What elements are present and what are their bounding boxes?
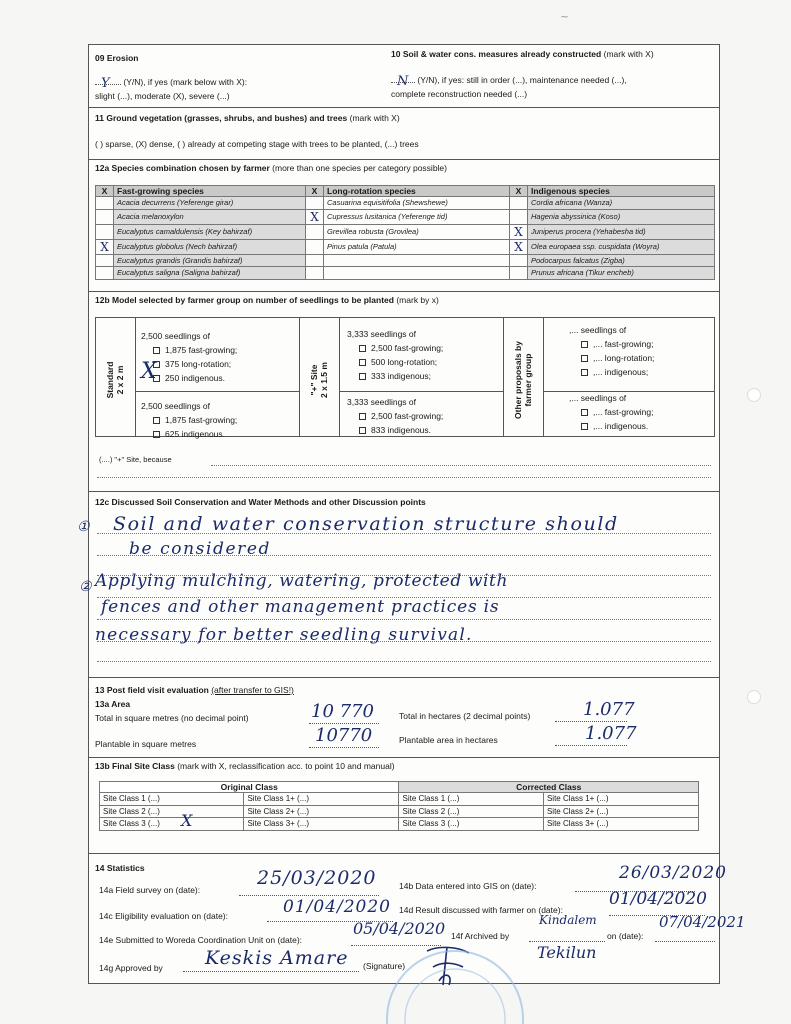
soil-water-answer[interactable]: N: [397, 74, 409, 89]
species-row: [96, 267, 715, 280]
site-class-heading: 13b Final Site Class (mark with X, reclassification acc. to point 10 and manual): [95, 761, 395, 771]
erosion-line1: Y (Y/N), if yes (mark below with X):: [95, 77, 247, 87]
site-class-table: Original Class Corrected Class Site Class 1 (...) Site Class 1+ (...) Site Class 1 (...) Site Class 1+ (...) Site Class 2 (...) Site Class 2+ (...) Site Class 2 (...) Site Class 2+ (...) Site Class 3 (...) Site Class 3+ (...) Site Class 3 (...) Site Class 3+ (...): [99, 781, 699, 831]
stat-14f-date[interactable]: 07/04/2021: [659, 913, 746, 931]
site-class-mark: X: [181, 811, 193, 830]
stat-14d-value[interactable]: 01/04/2020: [609, 889, 707, 909]
standard-option-mark: X: [141, 359, 157, 384]
indigenous-species-mark[interactable]: [510, 254, 528, 267]
long-species-mark[interactable]: [306, 197, 324, 210]
stat-14d-label: 14d Result discussed with farmer on (date):: [399, 905, 563, 915]
plantable-ha-label: Plantable area in hectares: [399, 735, 498, 745]
species-row: [96, 209, 715, 224]
discussion-point-1a: Soil and water conservation structure should: [113, 513, 619, 535]
discussion-point-1b: be considered: [129, 539, 272, 559]
fast-species-name: Acacia decurrens (Yeferenge girar): [114, 197, 306, 210]
fast-species-mark[interactable]: [96, 197, 114, 210]
fast-species-name: Eucalyptus globolus (Nech bahirzaf): [114, 239, 306, 254]
long-species-name: [324, 254, 510, 267]
long-species-mark[interactable]: X: [306, 209, 324, 224]
discussion-point-2b: fences and other management practices is: [101, 597, 500, 617]
indigenous-species-name: Prunus africana (Tikur encheb): [528, 267, 715, 280]
divider: [89, 757, 719, 758]
site-class-option[interactable]: Site Class 3 (...): [100, 818, 244, 831]
erosion-line2: slight (...), moderate (X), severe (...): [95, 91, 230, 101]
standard-label: Standard 2 x 2 m: [105, 361, 125, 399]
model-heading: 12b Model selected by farmer group on number of seedlings to be planted (mark by x): [95, 295, 439, 305]
indigenous-species-name: Olea europaea ssp. cuspidata (Woyra): [528, 239, 715, 254]
ground-veg-heading: 11 Ground vegetation (grasses, shrubs, and bushes) and trees (mark with X): [95, 113, 400, 123]
fast-species-mark[interactable]: [96, 267, 114, 280]
fast-species-mark[interactable]: [96, 209, 114, 224]
total-ha-value[interactable]: 1.077: [583, 699, 635, 720]
plantable-sqm-label: Plantable in square metres: [95, 739, 197, 749]
ground-veg-line: ( ) sparse, (X) dense, ( ) already at competing stage with trees to be planted, (...) trees: [95, 139, 419, 149]
divider: [89, 159, 719, 160]
indigenous-species-name: Hagenia abyssinica (Koso): [528, 209, 715, 224]
stat-14b-label: 14b Data entered into GIS on (date):: [399, 881, 537, 891]
stat-14b-value[interactable]: 26/03/2020: [619, 863, 727, 883]
site-class-option[interactable]: Site Class 2+ (...): [543, 805, 698, 818]
fast-species-name: Acacia melanoxylon: [114, 209, 306, 224]
erosion-answer[interactable]: Y: [101, 76, 110, 91]
discussion-heading: 12c Discussed Soil Conservation and Water Methods and other Discussion points: [95, 497, 426, 507]
site-class-option[interactable]: Site Class 2 (...): [100, 805, 244, 818]
plantable-ha-value[interactable]: 1.077: [585, 723, 637, 744]
soil-water-heading: 10 Soil & water cons. measures already constructed (mark with X): [391, 49, 654, 59]
fast-species-name: Eucalyptus saligna (Saligna bahirzaf): [114, 267, 306, 280]
post-eval-heading: 13 Post field visit evaluation (after transfer to GIS!): [95, 685, 294, 695]
species-heading: 12a Species combination chosen by farmer (more than one species per category possible): [95, 163, 447, 173]
stat-14a-value[interactable]: 25/03/2020: [257, 867, 377, 889]
total-sqm-label: Total in square metres (no decimal point): [95, 713, 249, 723]
indigenous-species-mark[interactable]: [510, 267, 528, 280]
long-species-mark[interactable]: [306, 239, 324, 254]
long-species-name: Grevillea robusta (Grovilea): [324, 224, 510, 239]
stat-14a-label: 14a Field survey on (date):: [99, 885, 201, 895]
fast-species-name: Eucalyptus grandis (Grandis bahirzaf): [114, 254, 306, 267]
indigenous-species-name: Juniperus procera (Yehabesha tid): [528, 224, 715, 239]
total-sqm-value[interactable]: 10 770: [311, 701, 374, 722]
long-species-name: Pinus patula (Patula): [324, 239, 510, 254]
species-row: [96, 224, 715, 239]
site-class-option[interactable]: Site Class 2 (...): [399, 805, 543, 818]
other-proposals-label: Other proposals by farmer group: [513, 341, 533, 419]
site-class-option[interactable]: Site Class 2+ (...): [244, 805, 399, 818]
indigenous-species-mark[interactable]: [510, 197, 528, 210]
indigenous-species-mark[interactable]: X: [510, 239, 528, 254]
long-species-mark[interactable]: [306, 254, 324, 267]
discussion-point-2c: necessary for better seedling survival.: [95, 625, 473, 645]
long-species-mark[interactable]: [306, 224, 324, 239]
soil-water-line2: complete reconstruction needed (...): [391, 89, 528, 99]
divider: [89, 107, 719, 108]
standard-option-b[interactable]: 2,500 seedlings of 1,875 fast-growing; 625 indigenous.: [141, 401, 238, 439]
long-species-name: Casuarina equisitifolia (Shewshewe): [324, 197, 510, 210]
stat-14f-name[interactable]: Kindalem: [539, 913, 597, 927]
species-row: [96, 239, 715, 254]
long-species-name: Cupressus lusitanica (Yeferenge tid): [324, 209, 510, 224]
total-ha-label: Total in hectares (2 decimal points): [399, 711, 531, 721]
stat-14e-label: 14e Submitted to Woreda Coordination Unit on (date):: [99, 935, 303, 945]
official-stamp: [380, 944, 530, 1024]
form-page: [77, 44, 746, 984]
fast-species-name: Eucalyptus camaldulensis (Key bahirzaf): [114, 224, 306, 239]
species-table: X Fast-growing species X Long-rotation species X Indigenous species Acacia decurrens (Yeferenge girar) Casuarina equisitifolia (Shewshewe) Cordia africana (Wanza) Acacia melanoxylon X Cupressus lusitanica (Yeferenge tid) Hagenia abyssinica (Koso) Eucalyptus camaldulensis (Key bahirzaf) Grevillea robusta (Grovilea) X Juniperus procera (Yehabesha tid) X Eucalyptus globolus (Nech bahirzaf) Pinus patula (Patula) X Olea europaea ssp. cuspidata (Woyra) Eucalyptus grandis (Grandis bahirzaf) Podocarpus falcatus (Zigba) Eucalyptus saligna (Saligna bahirzaf) Prunus africana (Tikur encheb): [95, 185, 715, 280]
standard-option-a[interactable]: 2,500 seedlings of 1,875 fast-growing; 375 long-rotation; 250 indigenous.: [141, 331, 238, 383]
site-class-option[interactable]: Site Class 3+ (...): [543, 818, 698, 831]
stat-14g-signature-label: (Signature): [363, 961, 406, 971]
divider: [89, 677, 719, 678]
plantable-sqm-value[interactable]: 10770: [315, 725, 373, 746]
erosion-heading: 09 Erosion: [95, 53, 139, 63]
site-class-option[interactable]: Site Class 1+ (...): [543, 793, 698, 806]
fast-species-mark[interactable]: X: [96, 239, 114, 254]
stat-14g-name[interactable]: Keskis Amare: [205, 947, 349, 969]
fast-species-mark[interactable]: [96, 224, 114, 239]
site-class-option[interactable]: Site Class 1+ (...): [244, 793, 399, 806]
punch-hole-bottom: [747, 690, 761, 704]
divider: [89, 853, 719, 854]
species-row: [96, 197, 715, 210]
stat-14c-label: 14c Eligibility evaluation on (date):: [99, 911, 228, 921]
site-class-row: [100, 793, 699, 806]
indigenous-species-name: Podocarpus falcatus (Zigba): [528, 254, 715, 267]
plus-site-option-b[interactable]: 3,333 seedlings of 2,500 fast-growing; 833 indigenous.: [347, 397, 444, 435]
area-heading: 13a Area: [95, 699, 131, 709]
discussion-point-2a: Applying mulching, watering, protected with: [95, 571, 508, 591]
indigenous-species-name: Cordia africana (Wanza): [528, 197, 715, 210]
stat-14c-value[interactable]: 01/04/2020: [283, 897, 391, 917]
plus-site-label: "+" Site 2 x 1.5 m: [309, 362, 329, 398]
divider: [89, 291, 719, 292]
indigenous-species-mark[interactable]: [510, 209, 528, 224]
stat-14e-value[interactable]: 05/04/2020: [353, 919, 446, 938]
long-species-name: [324, 267, 510, 280]
site-class-option[interactable]: Site Class 3 (...): [399, 818, 543, 831]
punch-hole-top: [747, 388, 761, 402]
discussion-number-1: ①: [77, 519, 90, 535]
stat-14g-label: 14g Approved by: [99, 963, 163, 973]
stat-14f-label: 14f Archived by: [451, 931, 510, 941]
plus-site-option-a[interactable]: 3,333 seedlings of 2,500 fast-growing; 500 long-rotation; 333 indigenous;: [347, 329, 444, 381]
indigenous-species-mark[interactable]: X: [510, 224, 528, 239]
species-row: [96, 254, 715, 267]
fast-species-mark[interactable]: [96, 254, 114, 267]
long-species-mark[interactable]: [306, 267, 324, 280]
other-option-a[interactable]: ,... seedlings of ,... fast-growing; ,... long-rotation; ,... indigenous;: [569, 325, 655, 377]
statistics-heading: 14 Statistics: [95, 863, 145, 873]
site-class-option[interactable]: Site Class 3+ (...): [244, 818, 399, 831]
discussion-number-2: ②: [79, 579, 92, 595]
other-option-b[interactable]: ,... seedlings of ,... fast-growing; ,... indigenous.: [569, 393, 654, 431]
stat-14f-date-label: on (date):: [607, 931, 644, 941]
site-class-option[interactable]: Site Class 1 (...): [100, 793, 244, 806]
soil-water-line1: N (Y/N), if yes: still in order (...), maintenance needed (...),: [391, 75, 627, 85]
plus-site-reason[interactable]: (....) "+" Site, because: [99, 455, 172, 464]
top-scribble: ~: [560, 10, 570, 23]
site-class-option[interactable]: Site Class 1 (...): [399, 793, 543, 806]
stat-14f-signature: Tekilun: [537, 943, 597, 962]
divider: [89, 491, 719, 492]
